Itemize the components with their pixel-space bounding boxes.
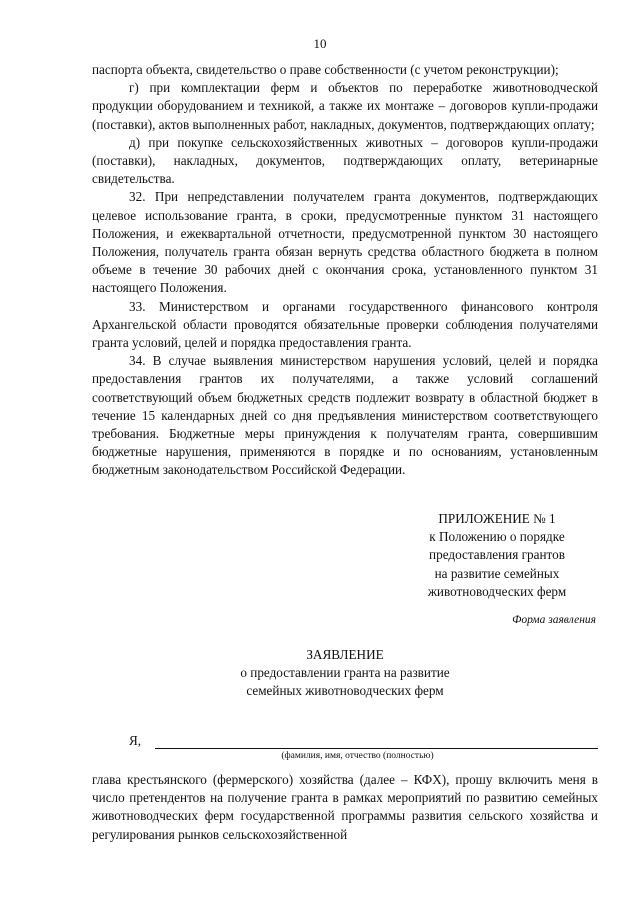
annex-block (392, 510, 602, 601)
applicant-prefix: Я, (129, 733, 142, 748)
body-text (92, 61, 598, 480)
application-paragraph: глава крестьянского (фермерского) хозяйства (далее – КФХ), прошу включить меня в число претендентов на получение гранта в рамках мероприятий по развитию семейных животноводческих ферм государственной программы развития сельского хозяйства и регулирования рынков сельскохозяйственной (92, 772, 598, 842)
annex-heading: ПРИЛОЖЕНИЕ № 1 (438, 511, 556, 526)
paragraph-passport: паспорта объекта, свидетельство о праве собственности (с учетом реконструкции); (92, 62, 559, 77)
application-title: ЗАЯВЛЕНИЕ (306, 647, 384, 662)
fio-hint: (фамилия, имя, отчество (полностью) (281, 751, 434, 761)
application-subtitle-line: о предоставлении гранта на развитие (240, 665, 450, 681)
application-text (92, 771, 598, 844)
annex-line: на развитие семейных (434, 565, 560, 581)
annex-line: предоставления грантов (429, 547, 565, 563)
applicant-name-field (92, 733, 598, 767)
page-number: 10 (313, 36, 327, 51)
annex-line: к Положению о порядке (429, 529, 565, 545)
annex-line: животноводческих ферм (427, 583, 567, 599)
application-title-block (92, 646, 598, 701)
paragraph-item-d: д) при покупке сельскохозяйственных животных – договоров купли-продажи (поставки), накладных, документов, подтверждающих оплату, ветеринарные свидетельства. (92, 134, 598, 187)
paragraph-34: 34. В случае выявления министерством нарушения условий, целей и порядка предоставления грантов их получателями, а также условий соглашений соответствующий объем бюджетных средств подлежит возврату в областной бюджет в течение 15 календарных дней со дня предъявления министерством соответствующего требования. Бюджетные меры принуждения к получателям гранта, совершившим бюджетные нарушения, применяются в порядке и по основаниям, установленным бюджетным законодательством Российской Федерации. (92, 353, 598, 478)
paragraph-33: 33. Министерством и органами государственного финансового контроля Архангельской области проводятся обязательные проверки соблюдения получателями гранта условий, целей и порядка предоставления гранта. (92, 298, 598, 351)
paragraph-item-g: г) при комплектации ферм и объектов по переработке животноводческой продукции оборудованием и техникой, а также их монтаже – договоров купли-продажи (поставки), актов выполненных работ, накладных, документов, подтверждающих оплату; (92, 80, 598, 132)
form-label: Форма заявления (512, 614, 596, 626)
paragraph-32: 32. При непредставлении получателем гранта документов, подтверждающих целевое использование гранта, в сроки, предусмотренные пунктом 31 настоящего Положения, и ежеквартальной отчетности, предусмотренной пунктом 30 настоящего Положения, получатель гранта обязан вернуть средства областного бюджета в полном объеме в течение 30 рабочих дней с окончания срока, установленного пунктом 31 настоящего Положения. (92, 189, 598, 296)
fio-underline-extension (472, 748, 598, 749)
application-subtitle-line: семейных животноводческих ферм (246, 683, 444, 699)
